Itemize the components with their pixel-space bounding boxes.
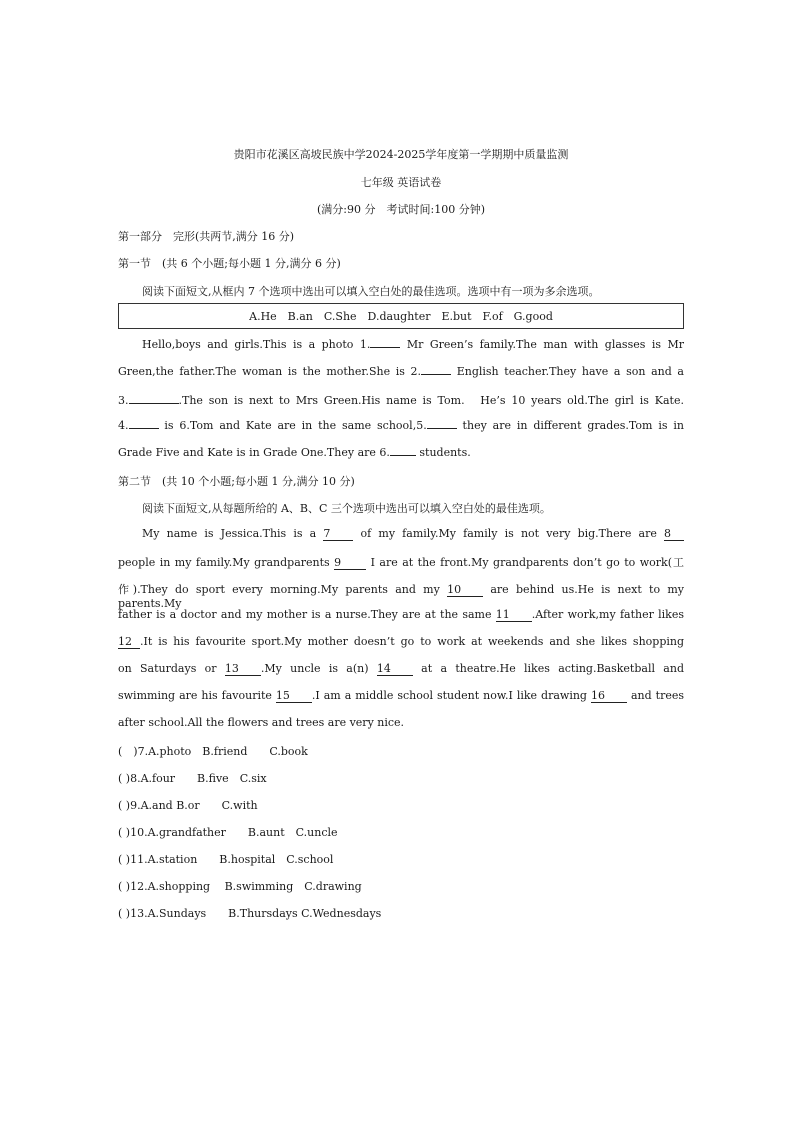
blank-3[interactable] [129,403,179,404]
passage2-line-7: swimming are his favourite 15 .I am a middle school student now.I like drawing 16 and trees [118,689,684,702]
blank-13[interactable]: 13 [225,663,261,676]
passage1-line-1: Hello,boys and girls.This is a photo 1. Mr Green’s family.The man with glasses is Mr [142,338,684,351]
passage2-line-8: after school.All the flowers and trees are very nice. [118,716,405,729]
blank-6[interactable] [390,455,416,456]
blank-7[interactable]: 7 [323,528,353,541]
passage1-line-2: Green,the father.The woman is the mother.She is 2. English teacher.They have a son and a [118,365,684,378]
passage2-line-3: 作).They do sport every morning.My parents and my 10 are behind us.He is next to my parents.My [118,583,684,611]
passage1-line-5: Grade Five and Kate is in Grade One.They are 6. students. [118,446,471,459]
blank-5[interactable] [427,428,457,429]
blank-16[interactable]: 16 [591,690,627,703]
passage2-line-6: on Saturdays or 13 .My uncle is a(n) 14 at a theatre.He likes acting.Basketball and [118,662,684,675]
blank-12[interactable]: 12 [118,636,140,649]
question-11[interactable]: ( )11.A.station B.hospital C.school [118,853,334,866]
blank-2[interactable] [421,374,451,375]
passage1-line-3: 3. .The son is next to Mrs Green.His name is Tom. He’s 10 years old.The girl is Kate. [118,394,684,407]
blank-14[interactable]: 14 [377,663,413,676]
grade-title: 七年级 英语试卷 [360,176,442,189]
question-12[interactable]: ( )12.A.shopping B.swimming C.drawing [118,880,362,893]
section1-title: 第一节 (共 6 个小题;每小题 1 分,满分 6 分) [118,257,341,270]
question-8[interactable]: ( )8.A.four B.five C.six [118,772,267,785]
blank-9[interactable]: 9 [334,557,366,570]
question-10[interactable]: ( )10.A.grandfather B.aunt C.uncle [118,826,338,839]
section2-title: 第二节 (共 10 个小题;每小题 1 分,满分 10 分) [118,475,355,488]
blank-8[interactable]: 8 [664,528,684,541]
question-9[interactable]: ( )9.A.and B.or C.with [118,799,258,812]
blank-4[interactable] [129,428,159,429]
options-box [118,303,684,329]
part1-title: 第一部分 完形(共两节,满分 16 分) [118,230,295,243]
passage1-line-4: 4. is 6.Tom and Kate are in the same school,5. they are in different grades.Tom is in [118,419,684,432]
blank-15[interactable]: 15 [276,690,312,703]
passage2-line-4: father is a doctor and my mother is a nurse.They are at the same 11 .After work,my father likes [118,608,685,621]
passage2-line-5: 12 .It is his favourite sport.My mother doesn’t go to work at weekends and she likes shopping [118,635,684,648]
school-title: 贵阳市花溪区高坡民族中学2024-2025学年度第一学期期中质量监测 [233,148,569,161]
blank-1[interactable] [370,347,400,348]
question-7[interactable]: ( )7.A.photo B.friend C.book [118,745,308,758]
exam-info: (满分:90 分 考试时间:100 分钟) [317,203,485,216]
section1-instruction: 阅读下面短文,从框内 7 个选项中选出可以填入空白处的最佳选项。选项中有一项为多余选项。 [142,285,600,298]
section2-instruction: 阅读下面短文,从每题所给的 A、B、C 三个选项中选出可以填入空白处的最佳选项。 [142,502,551,515]
options-box-text: A.He B.an C.She D.daughter E.but F.of G.good [249,310,553,323]
blank-11[interactable]: 11 [496,609,532,622]
blank-10[interactable]: 10 [447,584,483,597]
passage2-line-2: people in my family.My grandparents 9 I are at the front.My grandparents don’t go to work(工 [118,556,684,569]
passage2-line-1: My name is Jessica.This is a 7 of my family.My family is not very big.There are 8 [118,527,684,541]
question-13[interactable]: ( )13.A.Sundays B.Thursdays C.Wednesdays [118,907,382,920]
